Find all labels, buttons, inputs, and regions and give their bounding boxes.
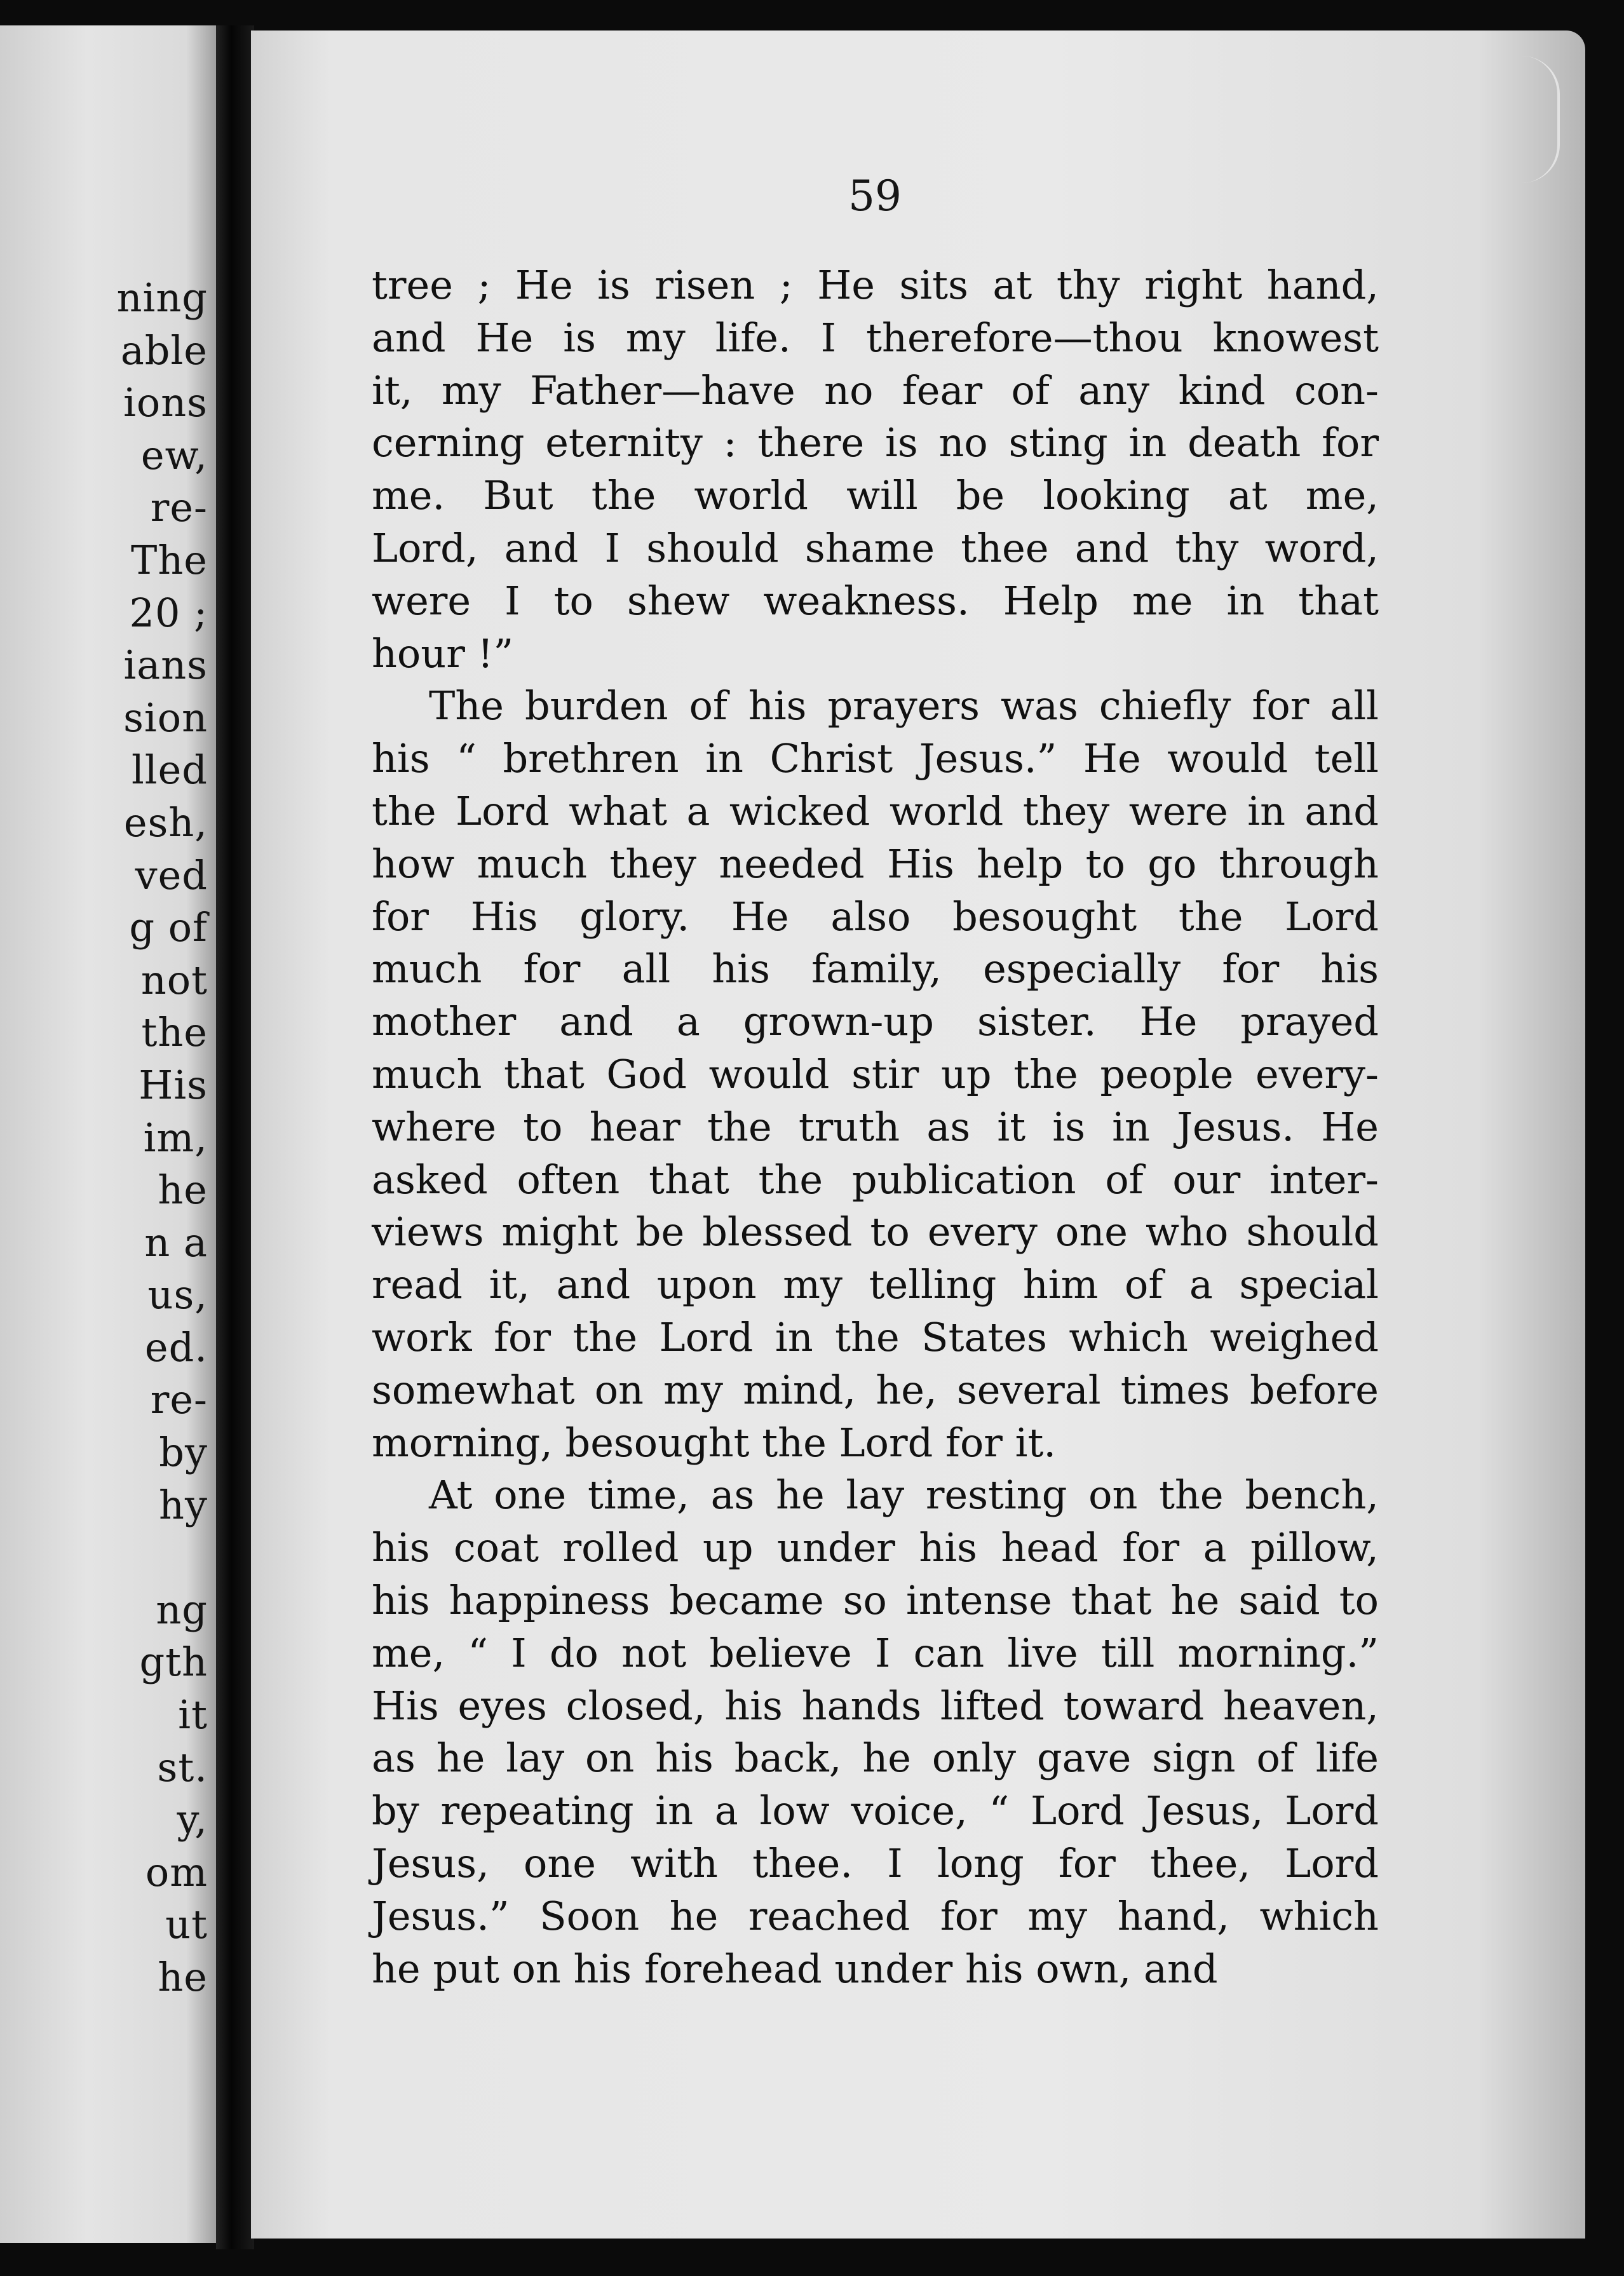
text-line: his “ brethren in Christ Jesus.” He would tell <box>372 735 1379 782</box>
book-gutter <box>216 25 254 2249</box>
text-line: Jesus.” Soon he reached for my hand, which <box>372 1892 1379 1939</box>
previous-page-line: 20 ; <box>129 589 208 636</box>
text-line: where to hear the truth as it is in Jesus. He <box>372 1103 1379 1150</box>
previous-page-line: able <box>120 327 208 374</box>
text-line: his happiness became so intense that he said to <box>372 1576 1379 1623</box>
text-line: much that God would stir up the people every- <box>372 1050 1379 1097</box>
previous-page-line: ew, <box>140 431 208 478</box>
text-line: me. But the world will be looking at me, <box>372 472 1379 519</box>
text-line: tree ; He is risen ; He sits at thy right hand, <box>372 262 1379 308</box>
paragraph <box>372 259 1379 680</box>
previous-page-line: re- <box>150 484 208 531</box>
previous-page-line: y, <box>177 1796 208 1843</box>
page-corner-mark <box>1506 56 1560 183</box>
paragraph <box>372 680 1379 1469</box>
previous-page-line: The <box>131 536 208 583</box>
text-line: by repeating in a low voice, “ Lord Jesus, Lord <box>372 1787 1379 1834</box>
text-line: somewhat on my mind, he, several times before <box>372 1366 1379 1413</box>
text-line: how much they needed His help to go through <box>372 840 1379 887</box>
text-line: The burden of his prayers was chiefly for all <box>429 682 1379 729</box>
page <box>251 30 1585 2239</box>
previous-page-line: it <box>178 1691 208 1738</box>
text-line: as he lay on his back, he only gave sign of life <box>372 1735 1379 1782</box>
previous-page-line: he <box>158 1167 208 1214</box>
previous-page-line: not <box>140 956 208 1003</box>
previous-page-line: n a <box>144 1219 208 1266</box>
text-line: views might be blessed to every one who should <box>372 1209 1379 1256</box>
text-line: read it, and upon my telling him of a special <box>372 1261 1379 1308</box>
previous-page-line: ed. <box>144 1324 208 1371</box>
page-number: 59 <box>848 172 902 220</box>
previous-page-line: by <box>159 1429 208 1476</box>
previous-page-line: gth <box>139 1639 208 1686</box>
previous-page-text-fragments <box>117 272 208 2004</box>
previous-page-edge <box>0 25 219 2243</box>
text-line: His eyes closed, his hands lifted toward heaven, <box>372 1682 1379 1729</box>
text-line: hour !” <box>372 630 514 677</box>
previous-page-line: hy <box>159 1481 208 1528</box>
previous-page-line: ians <box>123 642 208 689</box>
text-line: asked often that the publication of our inter- <box>372 1156 1379 1203</box>
previous-page-line: the <box>141 1009 208 1056</box>
body-text <box>372 259 1379 1995</box>
paragraph <box>372 1469 1379 1995</box>
previous-page-line: esh, <box>123 799 208 846</box>
text-line: morning, besought the Lord for it. <box>372 1419 1057 1466</box>
text-line: his coat rolled up under his head for a pillow, <box>372 1524 1379 1571</box>
text-line: the Lord what a wicked world they were in and <box>372 787 1379 834</box>
previous-page-line: he <box>158 1954 208 2000</box>
text-line: cerning eternity : there is no sting in death for <box>372 419 1379 466</box>
previous-page-line: st. <box>157 1744 208 1791</box>
previous-page-line: lled <box>131 747 208 794</box>
previous-page-line: ved <box>135 851 208 898</box>
text-line: At one time, as he lay resting on the bench, <box>429 1472 1379 1519</box>
previous-page-line <box>117 1531 208 1584</box>
previous-page-line: om <box>145 1848 208 1895</box>
previous-page-line: ng <box>156 1586 208 1633</box>
text-line: Lord, and I should shame thee and thy word, <box>372 524 1379 571</box>
text-line: work for the Lord in the States which weighed <box>372 1313 1379 1360</box>
previous-page-line: His <box>139 1061 208 1108</box>
text-line: mother and a grown-up sister. He prayed <box>372 998 1379 1045</box>
previous-page-line: ut <box>165 1901 208 1948</box>
previous-page-line: us, <box>147 1271 208 1318</box>
previous-page-line: sion <box>123 694 208 741</box>
text-line: it, my Father—have no fear of any kind con- <box>372 367 1379 414</box>
text-line: he put on his forehead under his own, and <box>372 1945 1218 1992</box>
text-line: were I to shew weakness. Help me in that <box>372 577 1379 624</box>
text-line: Jesus, one with thee. I long for thee, Lord <box>372 1839 1379 1887</box>
text-line: and He is my life. I therefore—thou knowest <box>372 314 1379 361</box>
text-line: me, “ I do not believe I can live till morning.” <box>372 1629 1379 1676</box>
previous-page-line: re- <box>150 1376 208 1423</box>
text-line: much for all his family, especially for his <box>372 945 1379 992</box>
previous-page-line: ions <box>123 379 208 426</box>
text-line: for His glory. He also besought the Lord <box>372 893 1379 940</box>
previous-page-line: im, <box>143 1114 208 1161</box>
previous-page-line: g of <box>129 904 208 951</box>
previous-page-line: ning <box>116 274 208 321</box>
